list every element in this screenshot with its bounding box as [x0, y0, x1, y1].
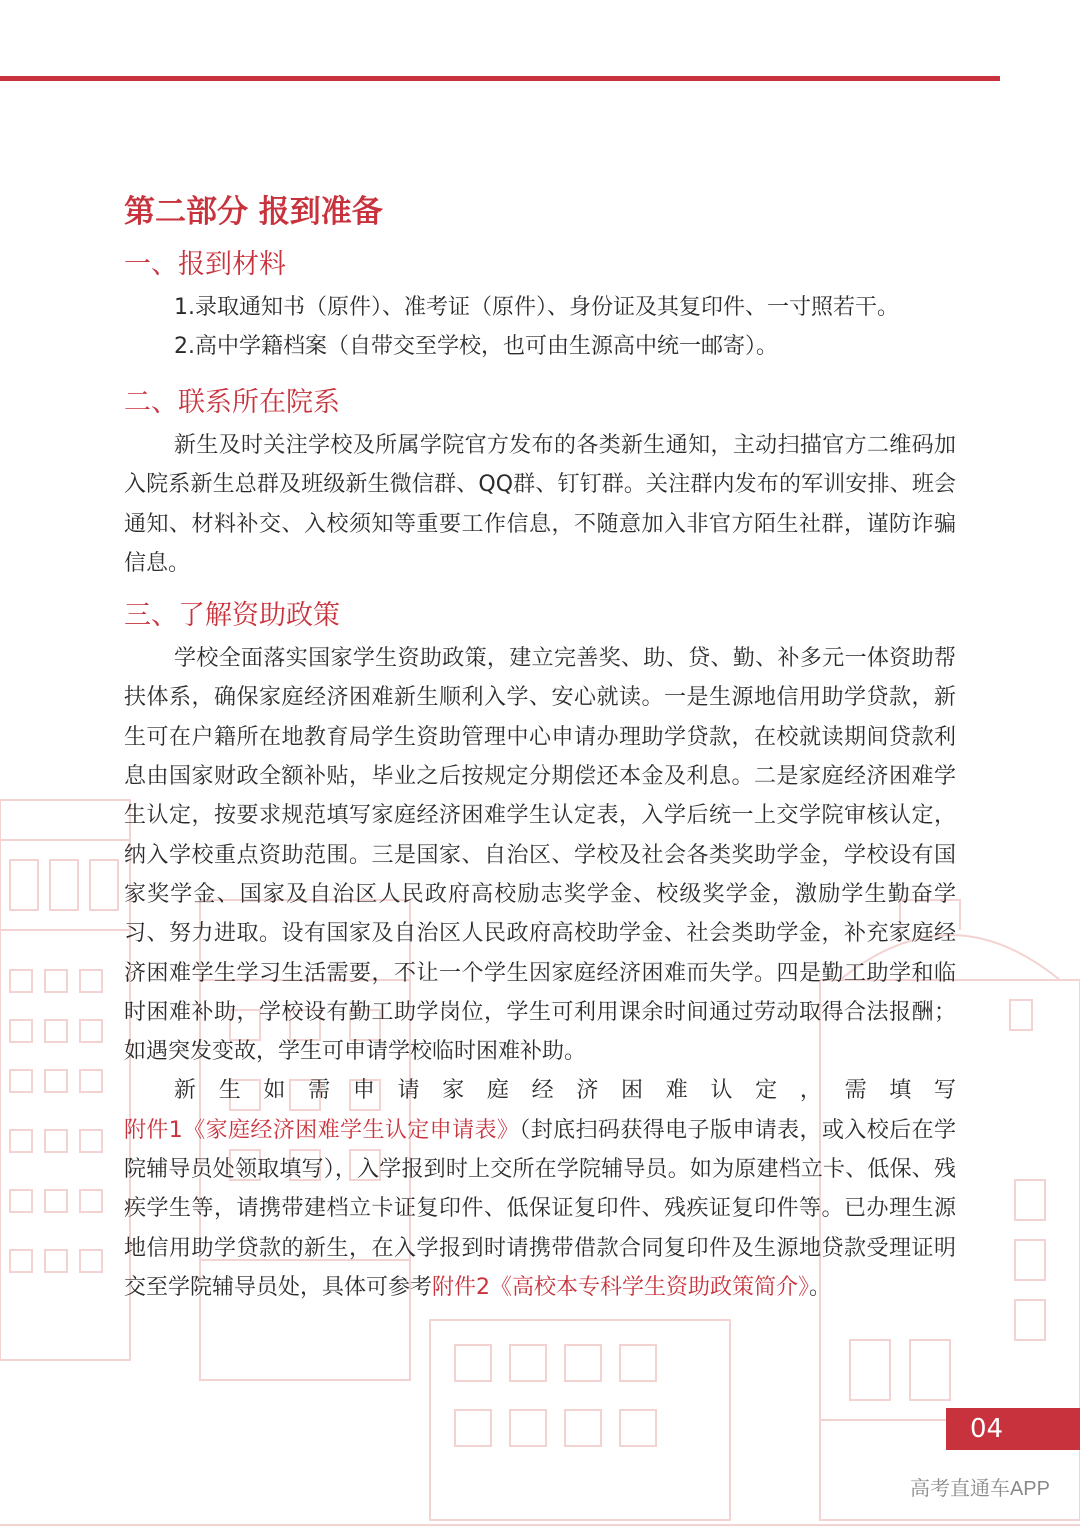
section-title-contact-department: 二、联系所在院系: [124, 387, 340, 418]
paragraph-financial-aid-policy: 学校全面落实国家学生资助政策，建立完善奖、助、贷、勤、补多元一体资助帮扶体系，确保家庭经济困难新生顺利入学、安心就读。一是生源地信用助学贷款，新生可在户籍所在地教育局学生资助管理中心申请办理助学贷款，在校就读期间贷款利息由国家财政全额补贴，毕业之后按规定分期偿还本金及利息。二是家庭经济困难学生认定，按要求规范填写家庭经济困难学生认定表，入学后统一上交学院审核认定，纳入学校重点资助范围。三是国家、自治区、学校及社会各类奖助学金，学校设有国家奖学金、国家及自治区人民政府高校励志奖学金、校级奖学金，激励学生勤奋学习、努力进取。设有国家及自治区人民政府高校助学金、社会类助学金，补充家庭经济困难学生学习生活需要，不让一个学生因家庭经济困难而失学。四是勤工助学和临时困难补助，学校设有勤工助学岗位，学生可利用课余时间通过劳动取得合法报酬；如遇突发变故，学生可申请学校临时困难补助。: [124, 646, 956, 1065]
attachment-2-link: 附件2《高校本专科学生资助政策简介》: [432, 1274, 810, 1300]
attachment-1-link: 附件1《家庭经济困难学生认定申请表》: [124, 1117, 520, 1143]
app-watermark: 高考直通车APP: [909, 1478, 1050, 1500]
paragraph-aid-application: [124, 1071, 956, 1307]
top-red-rule: [0, 76, 1000, 81]
paragraph-text: 新生如需申请家庭经济困难认定，需填写: [174, 1078, 956, 1104]
paragraph-text: 。: [809, 1274, 832, 1300]
page-number-badge: 04: [946, 1408, 1080, 1450]
section-title-financial-aid: 三、了解资助政策: [124, 600, 340, 632]
paragraph-contact-department: 新生及时关注学校及所属学院官方发布的各类新生通知，主动扫描官方二维码加入院系新生总群及班级新生微信群、QQ群、钉钉群。关注群内发布的军训安排、班会通知、材料补交、入校须知等重要工作信息，不随意加入非官方陌生社群，谨防诈骗信息。: [124, 433, 956, 576]
page-content: [124, 190, 956, 1307]
paragraph-text: （封底扫码获得电子版申请表，或入校后在学院辅导员处领取填写），入学报到时上交所在学院辅导员。如为原建档立卡、低保、残疾学生等，请携带建档立卡证复印件、低保证复印件、残疾证复印件等。已办理生源地信用助学贷款的新生，在入学报到时请携带借款合同复印件及生源地贷款受理证明交至学院辅导员处，具体可参考: [124, 1117, 956, 1300]
list-item: 1.录取通知书（原件）、准考证（原件）、身份证及其复印件、一寸照若干。: [174, 295, 899, 320]
list-item: 2.高中学籍档案（自带交至学校，也可由生源高中统一邮寄）。: [174, 334, 778, 359]
section-title-materials: 一、报到材料: [124, 249, 286, 280]
part-title: 第二部分 报到准备: [124, 194, 383, 230]
